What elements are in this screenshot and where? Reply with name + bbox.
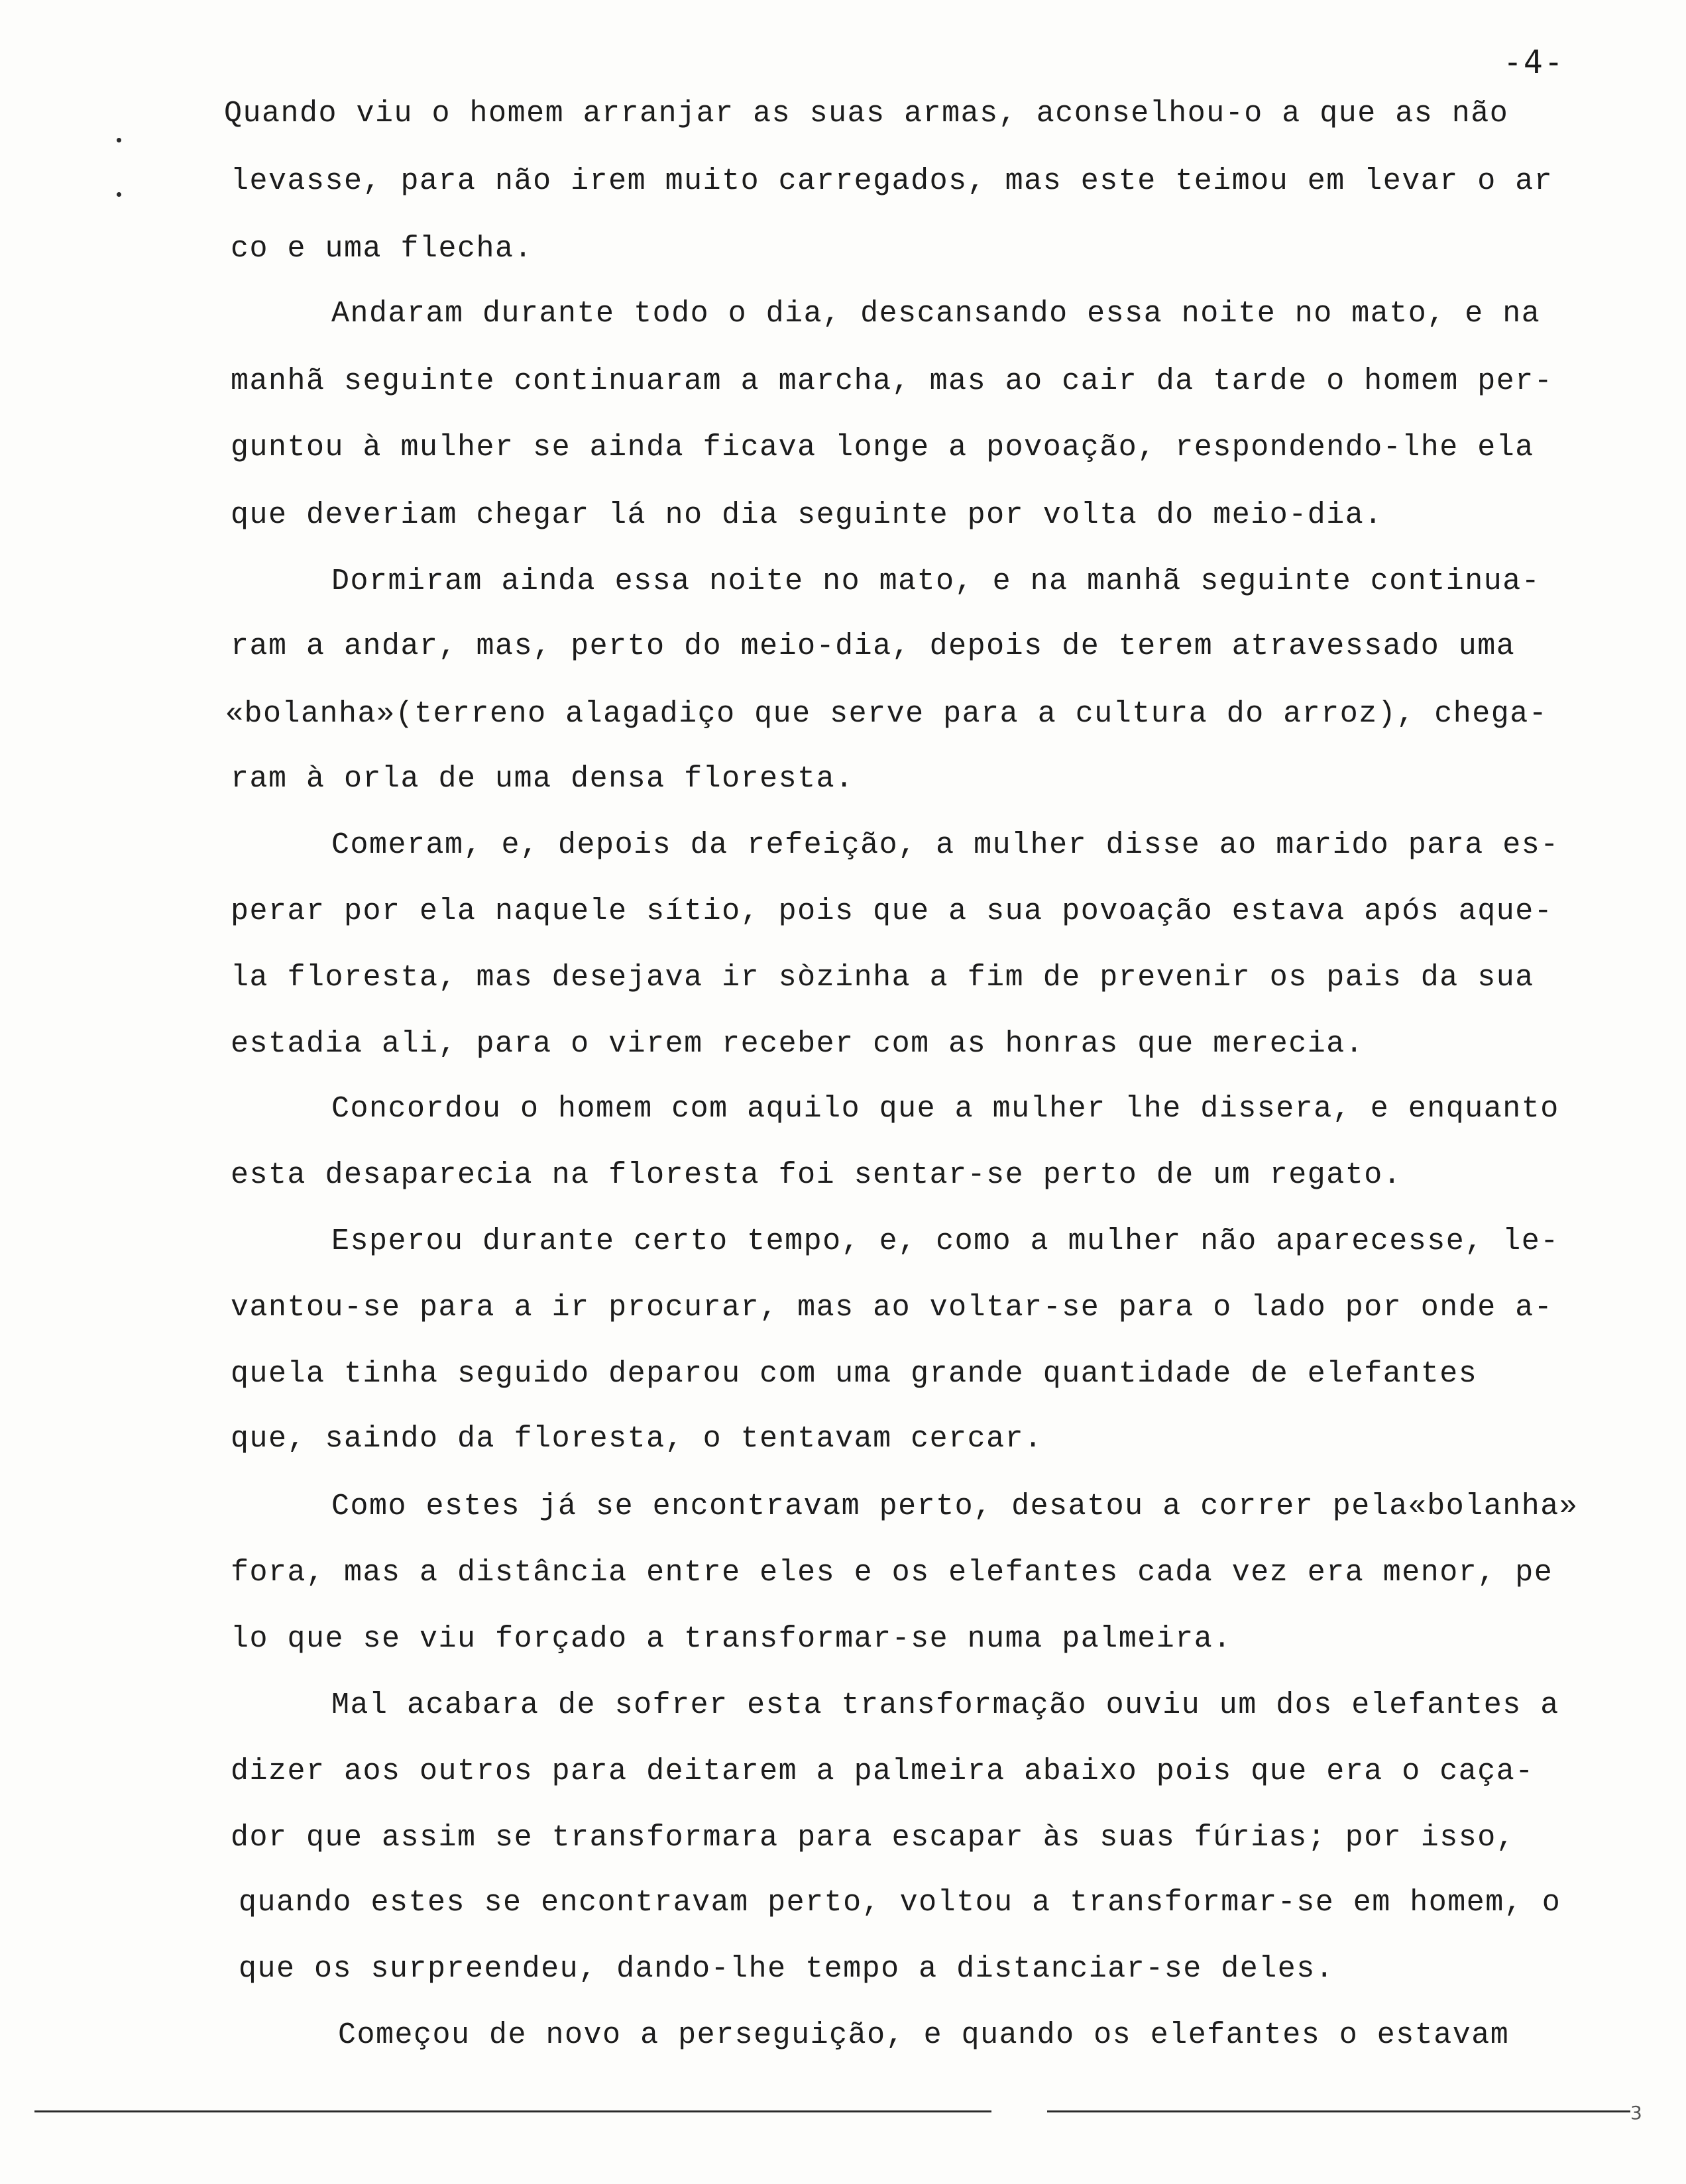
text-line: quela tinha seguido deparou com uma grande quantidade de elefantes <box>231 1357 1478 1391</box>
text-line: dizer aos outros para deitarem a palmeira abaixo pois que era o caça- <box>231 1755 1534 1788</box>
text-line: estadia ali, para o virem receber com as honras que merecia. <box>231 1027 1365 1061</box>
text-line: Começou de novo a perseguição, e quando os elefantes o estavam <box>338 2018 1510 2052</box>
margin-dot <box>117 138 121 142</box>
text-line: dor que assim se transformara para escapar às suas fúrias; por isso, <box>231 1821 1516 1855</box>
text-line: perar por ela naquele sítio, pois que a sua povoação estava após aque- <box>231 895 1553 928</box>
text-line: que os surpreendeu, dando-lhe tempo a distanciar-se deles. <box>239 1952 1335 1986</box>
text-line: «bolanha»(terreno alagadiço que serve para a cultura do arroz), chega- <box>225 697 1548 731</box>
text-line: Mal acabara de sofrer esta transformação ouviu um dos elefantes a <box>331 1688 1559 1722</box>
text-line: fora, mas a distância entre eles e os elefantes cada vez era menor, pe <box>231 1556 1553 1590</box>
text-line: manhã seguinte continuaram a marcha, mas ao cair da tarde o homem per- <box>231 364 1553 398</box>
text-line: la floresta, mas desejava ir sòzinha a fim de prevenir os pais da sua <box>231 961 1534 995</box>
text-line: guntou à mulher se ainda ficava longe a povoação, respondendo-lhe ela <box>231 431 1534 464</box>
text-line: Andaram durante todo o dia, descansando essa noite no mato, e na <box>331 297 1541 331</box>
corner-mark: 3 <box>1630 2102 1642 2124</box>
page-number: -4- <box>1503 44 1565 81</box>
margin-dot <box>117 192 121 197</box>
text-line: levasse, para não irem muito carregados, mas este teimou em levar o ar <box>231 164 1553 198</box>
text-line: ram a andar, mas, perto do meio-dia, depois de terem atravessado uma <box>231 629 1516 663</box>
bottom-rule-left <box>34 2110 991 2112</box>
text-line: Dormiram ainda essa noite no mato, e na manhã seguinte continua- <box>331 565 1541 598</box>
text-line: Quando viu o homem arranjar as suas armas, aconselhou-o a que as não <box>224 97 1509 131</box>
text-line: Como estes já se encontravam perto, desatou a correr pela«bolanha» <box>331 1490 1579 1523</box>
text-line: que deveriam chegar lá no dia seguinte por volta do meio-dia. <box>231 498 1383 532</box>
text-line: quando estes se encontravam perto, voltou a transformar-se em homem, o <box>239 1886 1561 1920</box>
text-line: co e uma flecha. <box>231 232 534 266</box>
text-line: ram à orla de uma densa floresta. <box>231 762 854 796</box>
text-line: Concordou o homem com aquilo que a mulher lhe dissera, e enquanto <box>331 1092 1559 1126</box>
text-line: vantou-se para a ir procurar, mas ao voltar-se para o lado por onde a- <box>231 1291 1553 1325</box>
text-line: lo que se viu forçado a transformar-se numa palmeira. <box>231 1622 1232 1656</box>
text-line: Comeram, e, depois da refeição, a mulher disse ao marido para es- <box>331 828 1559 862</box>
text-line: esta desaparecia na floresta foi sentar-se perto de um regato. <box>231 1158 1402 1192</box>
bottom-rule-right <box>1047 2110 1630 2112</box>
text-line: que, saindo da floresta, o tentavam cercar. <box>231 1422 1043 1456</box>
text-line: Esperou durante certo tempo, e, como a mulher não aparecesse, le- <box>331 1225 1559 1258</box>
